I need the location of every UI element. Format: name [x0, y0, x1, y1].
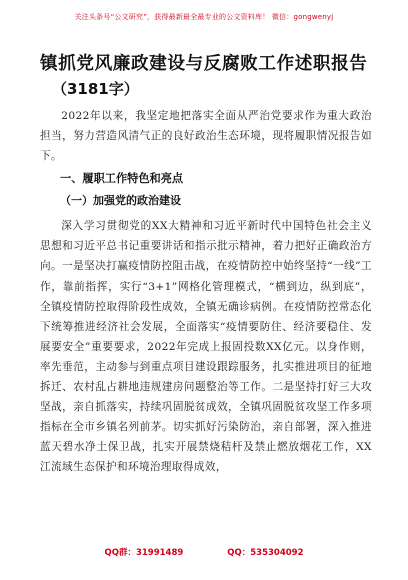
section-heading: 一、履职工作特色和亮点	[60, 172, 184, 186]
body-paragraph: 深入学习贯彻党的XX大精神和习近平新时代中国特色社会主义思想和习近平总书记重要讲话和指示批示精神，着力把好正确政治方向。一是坚决打赢疫情防控阻击战，在疫情防控中始终坚持“一线”工作，靠前指挥，实行“3+1”网格化管理模式，“横到边，纵到底”，全镇疫情防控取得阶段性成效，全镇无确诊病例。在疫情防控常态化下统筹推进经济社会发展，全面落实“疫情要防住、经济要稳住、发展要安全”重要要求，2022年完成上报固投数XX亿元。以身作则，率先垂范，主动参与到重点项目建设跟踪服务，扎实推进项目的征地拆迁、农村乱占耕地违规建房问题整治等工作。二是坚持打好三大攻坚战，亲自抓落实，持续巩固脱贫成效，全镇巩固脱贫攻坚工作多项指标在全市乡镇名列前茅。切实抓好污染防治，亲自部署，深入推进蓝天碧水净土保卫战，扎实开展禁烧秸杆及禁止燃放烟花工作，XX江流域生态保护和环境治理取得成效，	[40, 220, 372, 474]
header-banner	[0, 0, 408, 40]
qq-contact: QQ：535304092	[227, 548, 304, 558]
qq-group: QQ群：31991489	[104, 548, 184, 558]
banner-text: 关注头条号“公文研究”，获得最新最全最专业的公文资料库！ 微信：gongwenyj	[74, 13, 334, 21]
footer-contact	[0, 546, 408, 566]
subsection-heading: （一）加强党的政治建设	[60, 194, 181, 208]
intro-paragraph: 2022年以来，我坚定地把落实全面从严治党要求作为重大政治担当，努力营造风清气正的良好政治生态环境，现将履职情况报告如下。	[40, 110, 372, 163]
word-count: （3181字）	[52, 80, 139, 98]
document-title: 镇抓党风廉政建设与反腐败工作述职报告	[40, 54, 368, 74]
document-page	[40, 52, 372, 478]
